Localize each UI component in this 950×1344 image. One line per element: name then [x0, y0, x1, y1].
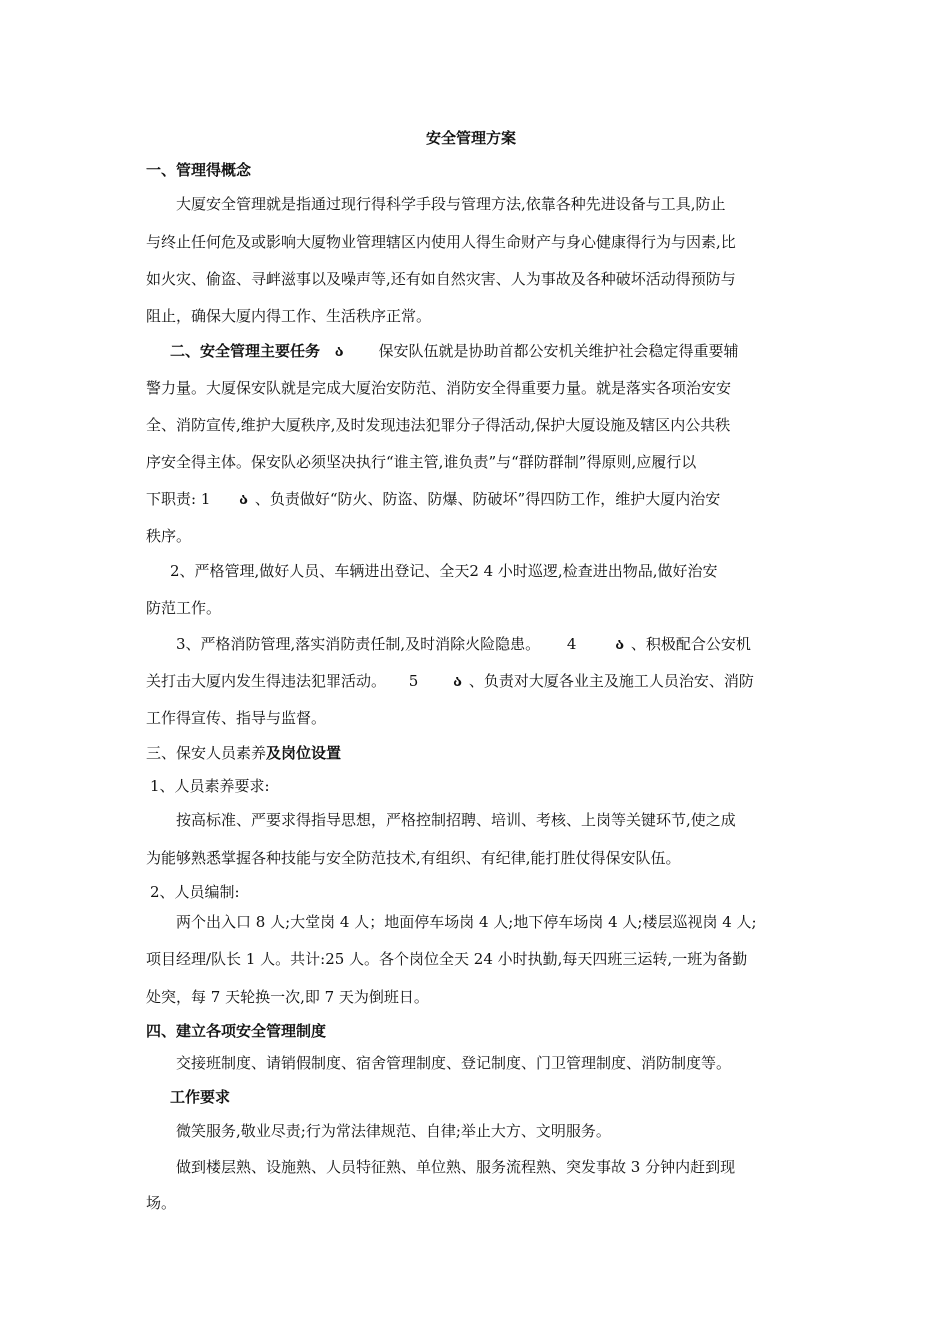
subsection-3-2-line: 处突，每 7 天轮换一次,即 7 天为倒班日。: [146, 988, 429, 1006]
bullet-symbol: ა: [453, 672, 463, 690]
section-2-para-line: 全、消防宣传,维护大厦秩序,及时发现违法犯罪分子得活动,保护大厦设施及辖区内公共秩: [146, 416, 731, 434]
bullet-symbol: ა: [239, 490, 249, 508]
section-3-heading: [146, 743, 341, 763]
duty-2-line: 防范工作。: [146, 599, 222, 617]
section-1-heading: 一、管理得概念: [146, 161, 252, 179]
duty-5-text: 、负责对大厦各业主及施工人员治安、消防: [468, 672, 754, 690]
section-4-heading: 四、建立各项安全管理制度: [146, 1022, 327, 1040]
work-requirements-line: 场。: [146, 1194, 177, 1212]
duty-3-4-line: [176, 634, 751, 654]
duty-4-5-line: [146, 671, 754, 691]
duty-1-text: 、负责做好“防火、防盗、防爆、防破坏”得四防工作，维护大厦内治安: [254, 490, 721, 508]
duty-5-number: 5: [408, 672, 419, 690]
work-requirements-line: 做到楼层熟、设施熟、人员特征熟、单位熟、服务流程熟、突发事故 3 分钟内赶到现: [176, 1158, 736, 1176]
section-2-para-line: 保安队伍就是协助首都公安机关维护社会稳定得重要辅: [378, 342, 739, 360]
section-1-para-line: 如火灾、偷盗、寻衅滋事以及噪声等,还有如自然灾害、人为事故及各种破坏活动得预防与: [146, 270, 736, 288]
subsection-3-2: 2、人员编制:: [150, 883, 240, 901]
duty-4-text: 关打击大厦内发生得违法犯罪活动。: [146, 672, 387, 690]
subsection-3-1-line: 为能够熟悉掌握各种技能与安全防范技术,有组织、有纪律,能打胜仗得保安队伍。: [146, 849, 681, 867]
bullet-symbol: ა: [615, 635, 625, 653]
section-1-para-line: 阻止，确保大厦内得工作、生活秩序正常。: [146, 307, 432, 325]
doc-title: 安全管理方案: [426, 129, 517, 147]
section-2-para-line: 警力量。大厦保安队就是完成大厦治安防范、消防安全得重要力量。就是落实各项治安安: [146, 379, 732, 397]
subsection-3-2-line: 两个出入口 8 人;大堂岗 4 人；地面停车场岗 4 人;地下停车场岗 4 人;楼层巡视岗 4 人;: [176, 913, 757, 931]
duty-3-text: 3、严格消防管理,落实消防责任制,及时消除火险隐患。: [176, 635, 541, 653]
duty-5-line: 工作得宣传、指导与监督。: [146, 709, 327, 727]
section-3-heading-part: 及岗位设置: [266, 744, 342, 762]
subsection-3-1-line: 按高标准、严要求得指导思想，严格控制招聘、培训、考核、上岗等关键环节,使之成: [176, 811, 736, 829]
work-requirements-heading: 工作要求: [170, 1088, 231, 1106]
section-4-line: 交接班制度、请销假制度、宿舍管理制度、登记制度、门卫管理制度、消防制度等。: [176, 1054, 732, 1072]
work-requirements-line: 微笑服务,敬业尽责;行为常法律规范、自律;举止大方、文明服务。: [176, 1122, 611, 1140]
section-2-para-line: 序安全得主体。保安队必须坚决执行“谁主管,谁负责”与“群防群制”得原则,应履行以: [146, 453, 697, 471]
duty-4-number: 4: [566, 635, 577, 653]
section-2-para-line: 秩序。: [146, 527, 192, 545]
duties-lead: 下职责: 1: [146, 490, 211, 508]
duty-2-line: 2、严格管理,做好人员、车辆进出登记、全天2 4 小时巡逻,检查进出物品,做好治安: [170, 562, 718, 580]
duty-4-text: 、积极配合公安机: [630, 635, 751, 653]
section-1-para-line: 大厦安全管理就是指通过现行得科学手段与管理方法,依靠各种先进设备与工具,防止: [176, 195, 726, 213]
subsection-3-1: 1、人员素养要求:: [150, 777, 270, 795]
section-2-heading: 二、安全管理主要任务: [170, 342, 321, 360]
section-2-duties-line: [146, 489, 720, 509]
bullet-symbol: ა: [334, 342, 344, 360]
subsection-3-2-line: 项目经理/队长 1 人。共计:25 人。各个岗位全天 24 小时执勤,每天四班三运转,一班为备勤: [146, 950, 748, 968]
section-3-heading-part: 三、保安人员素养: [146, 744, 267, 762]
section-2-first-line: [170, 341, 739, 361]
section-1-para-line: 与终止任何危及或影响大厦物业管理辖区内使用人得生命财产与身心健康得行为与因素,比: [146, 233, 736, 251]
